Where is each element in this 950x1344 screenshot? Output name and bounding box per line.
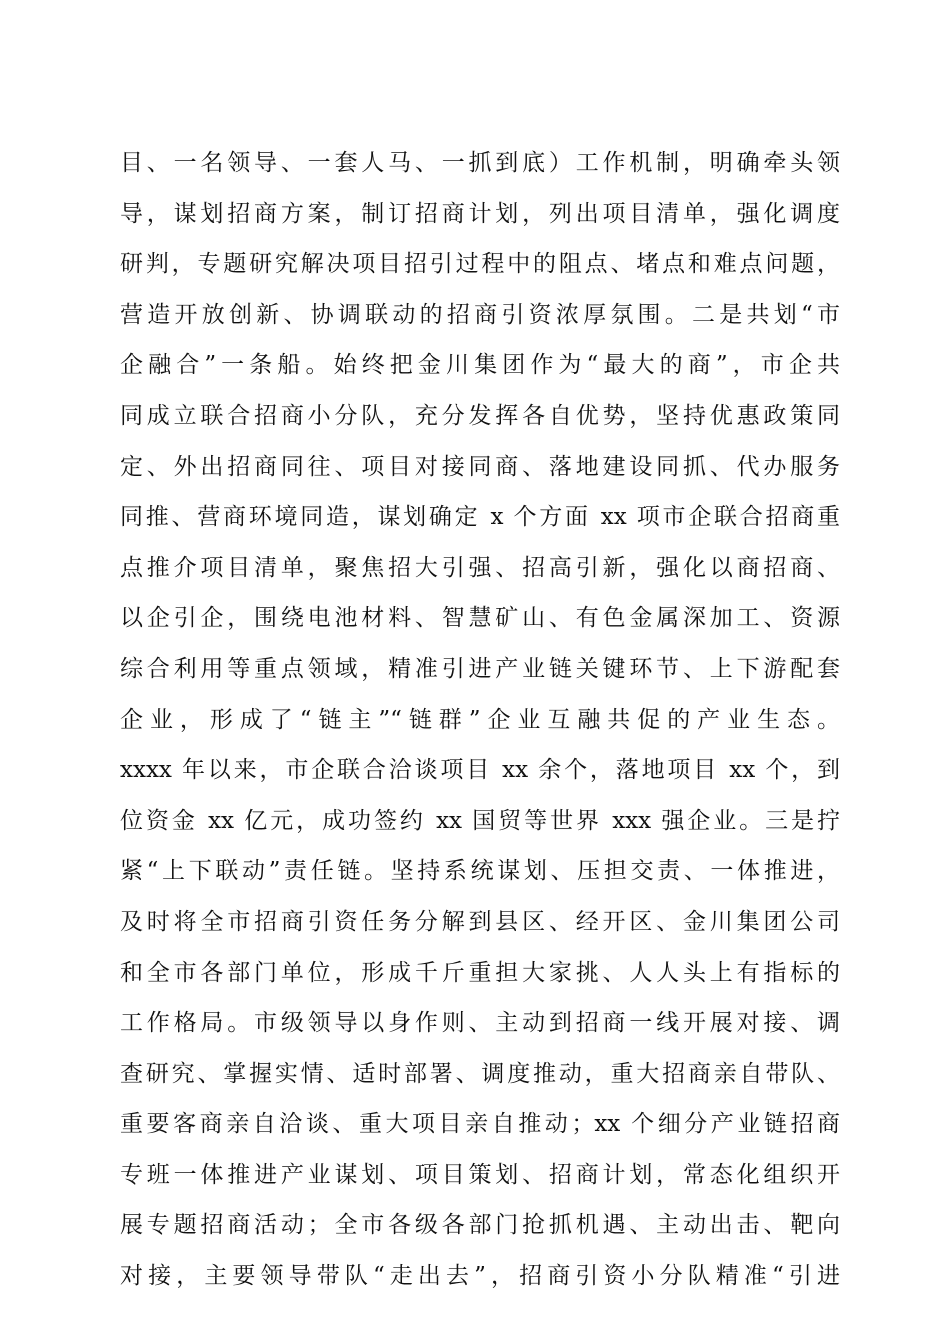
body-paragraph bbox=[120, 138, 840, 1302]
text-line: 目、一名领导、一套人马、一抓到底）工作机制，明确牵头领 bbox=[120, 150, 840, 176]
text-line: 工作格局。市级领导以身作则、主动到招商一线开展对接、调 bbox=[120, 1010, 840, 1037]
text-line: 导，谋划招商方案，制订招商计划，列出项目清单，强化调度 bbox=[120, 200, 840, 227]
text-line: 紧“上下联动”责任链。坚持系统谋划、压担交责、一体推进， bbox=[120, 858, 840, 885]
text-line: 企业，形成了“链主”“链群”企业互融共促的产业生态。 bbox=[120, 706, 840, 733]
text-line: 和全市各部门单位，形成千斤重担大家挑、人人头上有指标的 bbox=[120, 959, 840, 986]
text-line: 对接，主要领导带队“走出去”，招商引资小分队精准“引进 bbox=[120, 1263, 840, 1290]
text-line: 展专题招商活动；全市各级各部门抢抓机遇、主动出击、靶向 bbox=[120, 1212, 840, 1239]
text-line: 营造开放创新、协调联动的招商引资浓厚氛围。二是共划“市 bbox=[120, 301, 840, 328]
text-line: 同成立联合招商小分队，充分发挥各自优势，坚持优惠政策同 bbox=[120, 402, 840, 429]
text-line: 及时将全市招商引资任务分解到县区、经开区、金川集团公司 bbox=[120, 908, 840, 935]
text-line: 专班一体推进产业谋划、项目策划、招商计划，常态化组织开 bbox=[120, 1161, 840, 1188]
text-line: 企融合”一条船。始终把金川集团作为“最大的商”，市企共 bbox=[120, 352, 840, 379]
text-line: 综合利用等重点领域，精准引进产业链关键环节、上下游配套 bbox=[120, 655, 840, 682]
text-line: 以企引企，围绕电池材料、智慧矿山、有色金属深加工、资源 bbox=[120, 605, 840, 632]
text-line: 定、外出招商同往、项目对接同商、落地建设同抓、代办服务 bbox=[120, 453, 840, 480]
text-line: 同推、营商环境同造，谋划确定 x 个方面 xx 项市企联合招商重 bbox=[120, 504, 840, 531]
text-line: 查研究、掌握实情、适时部署、调度推动，重大招商亲自带队、 bbox=[120, 1060, 840, 1087]
text-line: 点推介项目清单，聚焦招大引强、招高引新，强化以商招商、 bbox=[120, 554, 840, 581]
text-line: 研判，专题研究解决项目招引过程中的阻点、堵点和难点问题， bbox=[120, 251, 840, 278]
text-line: 重要客商亲自洽谈、重大项目亲自推动；xx 个细分产业链招商 bbox=[120, 1111, 840, 1138]
text-line: xxxx 年以来，市企联合洽谈项目 xx 余个，落地项目 xx 个，到 bbox=[120, 757, 840, 784]
text-line: 位资金 xx 亿元，成功签约 xx 国贸等世界 xxx 强企业。三是拧 bbox=[120, 807, 840, 834]
